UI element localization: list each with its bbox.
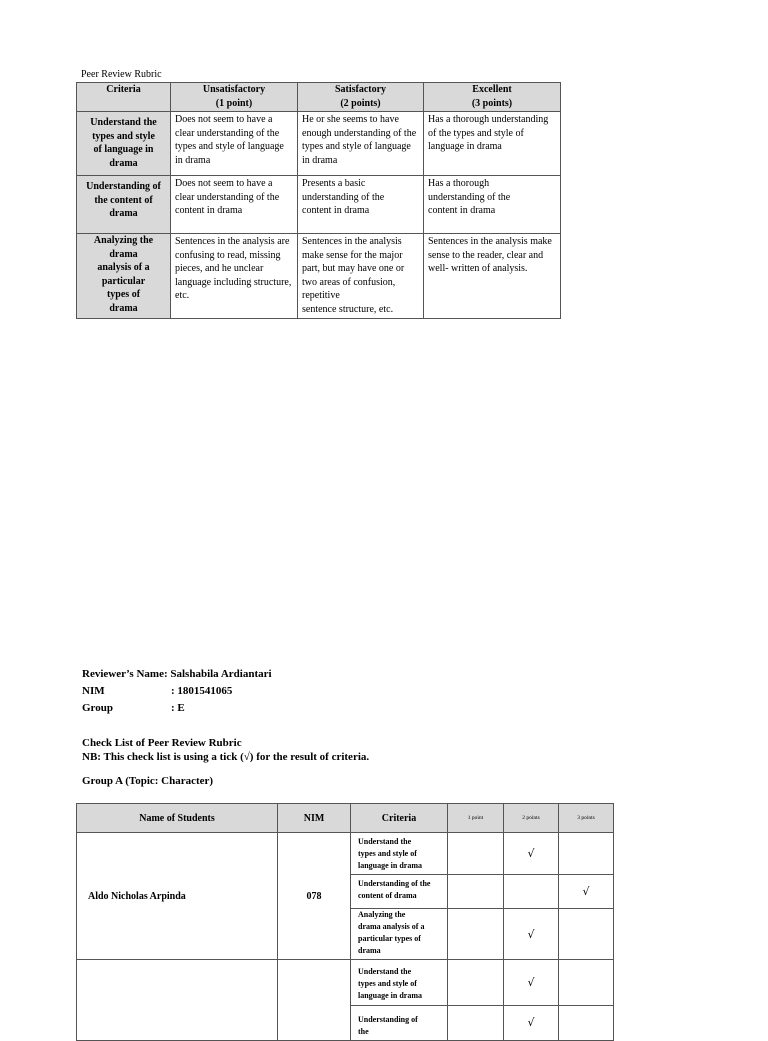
criteria-cell: Understand the types and style of language in drama (351, 833, 448, 875)
rubric-criteria-cell: Analyzing the drama analysis of a particular types of drama (77, 234, 171, 319)
rubric-header-excellent: Excellent (3 points) (424, 83, 561, 112)
score-1-cell[interactable] (448, 909, 504, 960)
score-3-cell[interactable] (559, 960, 614, 1006)
criteria-cell: Understanding of the (351, 1006, 448, 1041)
rubric-header-satisfactory: Satisfactory (2 points) (298, 83, 424, 112)
table-row (77, 960, 614, 1006)
score-3-cell[interactable] (559, 833, 614, 875)
header-nim: NIM (278, 804, 351, 833)
reviewer-group-label: Group (82, 702, 113, 714)
reviewer-name-label: Reviewer’s Name: (82, 668, 168, 680)
rubric-header-unsatisfactory: Unsatisfactory (1 point) (171, 83, 298, 112)
rubric-row (77, 234, 561, 319)
score-1-cell[interactable] (448, 875, 504, 909)
score-3-cell[interactable] (559, 1006, 614, 1041)
score-3-cell[interactable]: √ (559, 875, 614, 909)
student-name (77, 960, 278, 1041)
rubric-header-criteria: Criteria (77, 83, 171, 112)
score-1-cell[interactable] (448, 833, 504, 875)
rubric-row (77, 176, 561, 234)
reviewer-group: : E (171, 702, 185, 714)
rubric-criteria-cell: Understand the types and style of language in drama (77, 112, 171, 176)
checklist-header-row (77, 804, 614, 833)
rubric-header-row (77, 83, 561, 112)
rubric-satisfactory-cell: He or she seems to have enough understanding of the types and style of language in drama (298, 112, 424, 176)
rubric-unsatisfactory-cell: Does not seem to have a clear understanding of the content in drama (171, 176, 298, 234)
reviewer-group-line (82, 700, 185, 717)
rubric-excellent-cell: Sentences in the analysis make sense to the reader, clear and well- written of analysis. (424, 234, 561, 319)
rubric-excellent-cell: Has a thorough understanding of the types and style of language in drama (424, 112, 561, 176)
rubric-unsatisfactory-cell: Sentences in the analysis are confusing to read, missing pieces, and he unclear language including structure, etc. (171, 234, 298, 319)
group-title: Group A (Topic: Character) (82, 775, 214, 787)
score-2-cell[interactable] (504, 875, 559, 909)
score-2-cell[interactable]: √ (504, 1006, 559, 1041)
rubric-satisfactory-cell: Presents a basic understanding of the content in drama (298, 176, 424, 234)
rubric-unsatisfactory-cell: Does not seem to have a clear understanding of the types and style of language in drama (171, 112, 298, 176)
checklist-note: NB: This check list is using a tick (√) for the result of criteria. (82, 751, 370, 763)
score-2-cell[interactable]: √ (504, 960, 559, 1006)
header-3-points: 3 points (559, 804, 614, 833)
rubric-excellent-cell: Has a thorough understanding of the content in drama (424, 176, 561, 234)
checklist-title: Check List of Peer Review Rubric (82, 737, 242, 749)
score-1-cell[interactable] (448, 960, 504, 1006)
rubric-criteria-cell: Understanding of the content of drama (77, 176, 171, 234)
rubric-row (77, 112, 561, 176)
rubric-table (76, 82, 561, 319)
reviewer-name-line (82, 666, 272, 683)
student-nim: 078 (278, 833, 351, 960)
rubric-satisfactory-cell: Sentences in the analysis make sense for the major part, but may have one or two areas of confusion, repetitive sentence structure, etc. (298, 234, 424, 319)
score-2-cell[interactable]: √ (504, 909, 559, 960)
criteria-cell: Understanding of the content of drama (351, 875, 448, 909)
score-1-cell[interactable] (448, 1006, 504, 1041)
checklist-table (76, 803, 614, 1041)
rubric-caption: Peer Review Rubric (81, 69, 162, 80)
checklist-heading (82, 736, 369, 764)
header-criteria: Criteria (351, 804, 448, 833)
student-nim (278, 960, 351, 1041)
criteria-cell: Understand the types and style of language in drama (351, 960, 448, 1006)
header-2-points: 2 points (504, 804, 559, 833)
header-name-of-students: Name of Students (77, 804, 278, 833)
header-1-point: 1 point (448, 804, 504, 833)
reviewer-name: Salshabila Ardiantari (170, 668, 272, 680)
score-2-cell[interactable]: √ (504, 833, 559, 875)
criteria-cell: Analyzing the drama analysis of a particular types of drama (351, 909, 448, 960)
table-row (77, 833, 614, 875)
student-name: Aldo Nicholas Arpinda (77, 833, 278, 960)
reviewer-nim-line (82, 683, 232, 700)
reviewer-nim-label: NIM (82, 685, 105, 697)
score-3-cell[interactable] (559, 909, 614, 960)
reviewer-nim: : 1801541065 (171, 685, 233, 697)
